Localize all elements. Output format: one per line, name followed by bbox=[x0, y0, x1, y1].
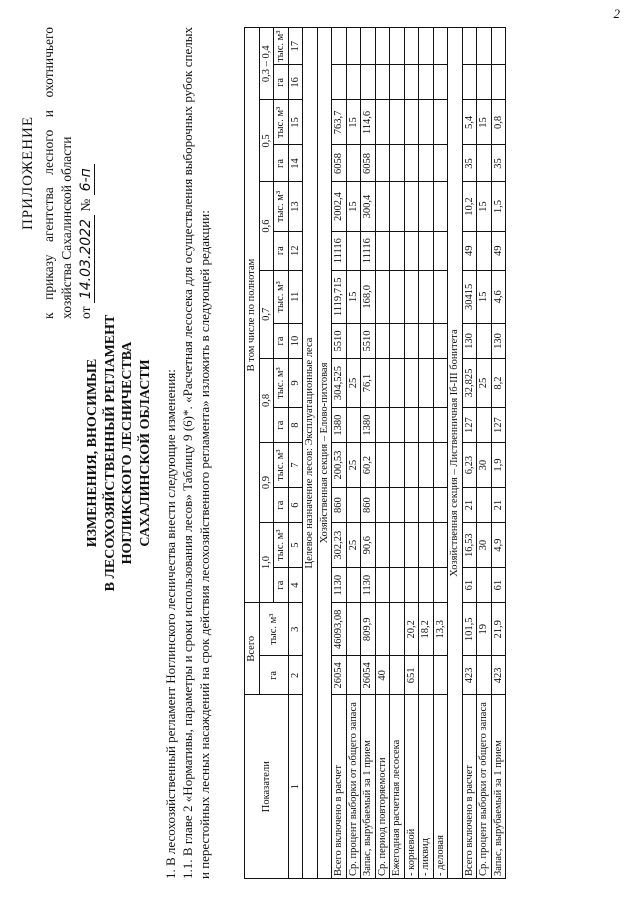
table-cell: 15 bbox=[477, 181, 492, 230]
table-cell bbox=[390, 522, 405, 567]
table-cell bbox=[346, 567, 361, 602]
table-cell: 11116 bbox=[332, 231, 347, 270]
column-number: 5 bbox=[288, 522, 303, 567]
table-cell: 90,6 bbox=[361, 522, 376, 567]
table-cell: 4,6 bbox=[491, 270, 506, 323]
table-cell bbox=[433, 358, 448, 407]
table-cell bbox=[375, 567, 390, 602]
header-unit-thous-m3: тыс. м³ bbox=[274, 270, 289, 323]
table-cell: 114,6 bbox=[361, 99, 376, 144]
header-total-ha: га bbox=[259, 655, 288, 694]
header-by-density: В том числе по полнотам bbox=[245, 27, 260, 602]
table-cell: 26054 bbox=[332, 655, 347, 694]
header-density: 0,7 bbox=[259, 270, 274, 358]
table-cell bbox=[419, 655, 434, 694]
table-cell bbox=[375, 27, 390, 64]
row-label: Всего включено в расчет bbox=[462, 694, 477, 878]
table-cell: 763,7 bbox=[332, 99, 347, 144]
table-cell bbox=[419, 358, 434, 407]
header-unit-ha: га bbox=[274, 145, 289, 182]
table-cell: 127 bbox=[462, 407, 477, 442]
table-cell: 423 bbox=[462, 655, 477, 694]
table-cell bbox=[346, 602, 361, 655]
forest-purpose-row bbox=[303, 27, 318, 878]
table-cell: 860 bbox=[361, 487, 376, 522]
table-cell: 15 bbox=[477, 99, 492, 144]
table-cell bbox=[404, 270, 419, 323]
table-cell bbox=[404, 99, 419, 144]
header-density: 0,9 bbox=[259, 442, 274, 522]
table-cell: 10,2 bbox=[462, 181, 477, 230]
table-cell: 30 bbox=[477, 442, 492, 487]
paragraph-1: 1. В лесохозяйственный регламент Ноглинского лесничества внести следующие изменения: bbox=[163, 368, 178, 879]
table-cell: 5,4 bbox=[462, 99, 477, 144]
table-cell: 1119,715 bbox=[332, 270, 347, 323]
table-cell: 6,23 bbox=[462, 442, 477, 487]
table-cell bbox=[404, 442, 419, 487]
table-cell bbox=[332, 27, 347, 64]
table-cell: 302,23 bbox=[332, 522, 347, 567]
table-cell: 76,1 bbox=[361, 358, 376, 407]
table-cell bbox=[404, 323, 419, 358]
table-cell bbox=[361, 27, 376, 64]
table-cell bbox=[419, 64, 434, 99]
table-cell bbox=[433, 27, 448, 64]
table-cell bbox=[433, 145, 448, 182]
paragraph-1-1: 1.1. В главе 2 «Нормативы, параметры и сроки использования лесов» Таблицу 9 (6)*. «Расчетная лесосека для осуществления выборочных рубок спелых и перестойных лесных насаждений на срок действия лесохозяйственного регламента» изложить в следующей редакции: bbox=[180, 26, 213, 879]
document-title bbox=[84, 13, 154, 893]
column-number: 8 bbox=[288, 407, 303, 442]
column-number: 12 bbox=[288, 231, 303, 270]
table-cell: 30415 bbox=[462, 270, 477, 323]
table-cell: 49 bbox=[462, 231, 477, 270]
header-density: 0,8 bbox=[259, 358, 274, 442]
table-cell bbox=[462, 27, 477, 64]
section-title: Хозяйственная секция – Елово-пихтовая bbox=[317, 27, 332, 878]
header-unit-thous-m3: тыс. м³ bbox=[274, 522, 289, 567]
table-cell: 25 bbox=[346, 442, 361, 487]
table-cell: 423 bbox=[491, 655, 506, 694]
handwritten-number: 6-п bbox=[78, 164, 95, 195]
table-cell bbox=[390, 323, 405, 358]
table-cell: 1130 bbox=[332, 567, 347, 602]
column-number: 10 bbox=[288, 323, 303, 358]
row-label: Запас, вырубаемый за 1 прием bbox=[491, 694, 506, 878]
appendix-heading: ПРИЛОЖЕНИЕ bbox=[20, 115, 36, 230]
header-unit-thous-m3: тыс. м³ bbox=[274, 99, 289, 144]
table-cell bbox=[375, 442, 390, 487]
table-cell: 1380 bbox=[361, 407, 376, 442]
table-cell bbox=[346, 655, 361, 694]
table-cell bbox=[477, 64, 492, 99]
table-cell: 15 bbox=[477, 270, 492, 323]
table-cell: 809,9 bbox=[361, 602, 376, 655]
table-cell bbox=[433, 522, 448, 567]
table-body bbox=[288, 27, 506, 878]
column-number: 15 bbox=[288, 99, 303, 144]
header-density: 0,3 – 0,4 bbox=[259, 27, 274, 99]
column-number: 16 bbox=[288, 64, 303, 99]
row-label: Ср. процент выборки от общего запаса bbox=[477, 694, 492, 878]
table-cell: 19 bbox=[477, 602, 492, 655]
table-cell: 35 bbox=[462, 145, 477, 182]
table-cell bbox=[419, 407, 434, 442]
table-cell: 200,53 bbox=[332, 442, 347, 487]
header-density: 0,5 bbox=[259, 99, 274, 181]
header-total: Всего bbox=[245, 602, 260, 694]
table-cell: 860 bbox=[332, 487, 347, 522]
table-cell bbox=[375, 231, 390, 270]
table-cell bbox=[404, 231, 419, 270]
table-cell: 61 bbox=[491, 567, 506, 602]
table-cell bbox=[375, 358, 390, 407]
row-label: Всего включено в расчет bbox=[332, 694, 347, 878]
table-cell bbox=[433, 442, 448, 487]
table-cell bbox=[390, 407, 405, 442]
table-cell bbox=[433, 64, 448, 99]
table-cell bbox=[477, 145, 492, 182]
table-cell bbox=[419, 27, 434, 64]
table-cell bbox=[375, 602, 390, 655]
table-cell bbox=[433, 323, 448, 358]
table-cell bbox=[375, 522, 390, 567]
table-cell: 15 bbox=[346, 270, 361, 323]
table-cell bbox=[477, 567, 492, 602]
header-unit-ha: га bbox=[274, 487, 289, 522]
table-row bbox=[419, 27, 434, 878]
table-cell bbox=[390, 145, 405, 182]
column-number: 3 bbox=[288, 602, 303, 655]
table-cell bbox=[390, 487, 405, 522]
table-cell: 26054 bbox=[361, 655, 376, 694]
table-cell: 8,2 bbox=[491, 358, 506, 407]
allowable-cut-table bbox=[244, 27, 506, 879]
table-cell: 60,2 bbox=[361, 442, 376, 487]
column-number: 1 bbox=[288, 694, 303, 878]
table-row bbox=[477, 27, 492, 878]
table-cell bbox=[433, 567, 448, 602]
number-prefix: № bbox=[77, 198, 93, 212]
table-cell: 32,825 bbox=[462, 358, 477, 407]
table-cell: 11116 bbox=[361, 231, 376, 270]
table-cell bbox=[477, 323, 492, 358]
table-cell bbox=[375, 99, 390, 144]
table-cell bbox=[390, 270, 405, 323]
row-label: Ср. процент выборки от общего запаса bbox=[346, 694, 361, 878]
table-row bbox=[404, 27, 419, 878]
table-cell: 25 bbox=[477, 358, 492, 407]
table-row bbox=[433, 27, 448, 878]
table-cell bbox=[404, 522, 419, 567]
table-cell bbox=[419, 522, 434, 567]
table-row bbox=[491, 27, 506, 878]
table-cell: 30 bbox=[477, 522, 492, 567]
table-cell: 168,0 bbox=[361, 270, 376, 323]
table-cell: 130 bbox=[491, 323, 506, 358]
title-line-1: ИЗМЕНЕНИЯ, ВНОСИМЫЕ bbox=[85, 358, 100, 547]
header-indicators: Показатели bbox=[245, 694, 289, 878]
column-number-row bbox=[288, 27, 303, 878]
page-number: 2 bbox=[613, 6, 620, 21]
table-cell bbox=[390, 567, 405, 602]
document-body bbox=[12, 13, 622, 893]
table-cell bbox=[390, 231, 405, 270]
table-cell bbox=[491, 64, 506, 99]
table-cell bbox=[404, 145, 419, 182]
header-unit-ha: га bbox=[274, 407, 289, 442]
table-cell: 20,2 bbox=[404, 602, 419, 655]
table-cell: 0,8 bbox=[491, 99, 506, 144]
table-cell bbox=[419, 231, 434, 270]
row-label: Ср. период повторяемости bbox=[375, 694, 390, 878]
table-cell bbox=[491, 27, 506, 64]
column-number: 9 bbox=[288, 358, 303, 407]
table-cell bbox=[404, 567, 419, 602]
header-unit-ha: га bbox=[274, 231, 289, 270]
table-cell bbox=[375, 323, 390, 358]
header-unit-thous-m3: тыс. м³ bbox=[274, 442, 289, 487]
table-row bbox=[462, 27, 477, 878]
table-cell bbox=[433, 270, 448, 323]
table-cell: 25 bbox=[346, 358, 361, 407]
table-cell: 15 bbox=[346, 181, 361, 230]
table-cell bbox=[390, 64, 405, 99]
rotated-page bbox=[12, 13, 622, 893]
table-cell: 6058 bbox=[361, 145, 376, 182]
table-cell bbox=[346, 231, 361, 270]
column-number: 4 bbox=[288, 567, 303, 602]
table-cell bbox=[477, 487, 492, 522]
table-cell bbox=[477, 231, 492, 270]
header-total-thous-m3: тыс. м³ bbox=[259, 602, 288, 655]
table-cell bbox=[433, 407, 448, 442]
table-row bbox=[346, 27, 361, 878]
column-number: 13 bbox=[288, 181, 303, 230]
table-cell: 61 bbox=[462, 567, 477, 602]
table-cell bbox=[390, 602, 405, 655]
date-prefix: от bbox=[77, 306, 93, 319]
table-cell bbox=[419, 323, 434, 358]
table-cell bbox=[404, 64, 419, 99]
table-cell: 1380 bbox=[332, 407, 347, 442]
table-cell bbox=[375, 270, 390, 323]
table-cell: 13,3 bbox=[433, 602, 448, 655]
header-unit-ha: га bbox=[274, 567, 289, 602]
table-cell bbox=[375, 487, 390, 522]
header-unit-thous-m3: тыс. м³ bbox=[274, 358, 289, 407]
table-row bbox=[361, 27, 376, 878]
header-unit-ha: га bbox=[274, 64, 289, 99]
table-cell: 15 bbox=[346, 99, 361, 144]
table-cell bbox=[404, 358, 419, 407]
table-cell: 21 bbox=[491, 487, 506, 522]
row-label: - деловая bbox=[433, 694, 448, 878]
table-cell bbox=[462, 64, 477, 99]
column-number: 6 bbox=[288, 487, 303, 522]
table-cell bbox=[419, 181, 434, 230]
row-label: - ликвид bbox=[419, 694, 434, 878]
table-cell bbox=[433, 655, 448, 694]
table-cell bbox=[390, 99, 405, 144]
table-cell bbox=[419, 270, 434, 323]
table-cell bbox=[477, 27, 492, 64]
table-cell: 25 bbox=[346, 522, 361, 567]
table-cell: 16,53 bbox=[462, 522, 477, 567]
title-line-4: САХАЛИНСКОЙ ОБЛАСТИ bbox=[137, 358, 153, 547]
table-cell: 300,4 bbox=[361, 181, 376, 230]
table-cell: 46093,08 bbox=[332, 602, 347, 655]
table-cell bbox=[433, 99, 448, 144]
table-cell bbox=[404, 487, 419, 522]
table-cell: 101,5 bbox=[462, 602, 477, 655]
column-number: 14 bbox=[288, 145, 303, 182]
table-cell bbox=[433, 181, 448, 230]
table-cell: 18,2 bbox=[419, 602, 434, 655]
title-line-2: В ЛЕСОХОЗЯЙСТВЕННЫЙ РЕГЛАМЕНТ bbox=[102, 314, 118, 591]
section-title-row bbox=[448, 27, 463, 878]
table-cell bbox=[390, 655, 405, 694]
header-unit-thous-m3: тыс. м³ bbox=[274, 181, 289, 230]
table-cell bbox=[375, 64, 390, 99]
table-cell: 1130 bbox=[361, 567, 376, 602]
table-cell bbox=[346, 27, 361, 64]
column-number: 17 bbox=[288, 27, 303, 64]
table-cell: 5510 bbox=[332, 323, 347, 358]
header-unit-thous-m3: тыс. м³ bbox=[274, 27, 289, 64]
table-cell bbox=[419, 442, 434, 487]
forest-purpose: Целевое назначение лесов: Эксплуатационные леса bbox=[303, 27, 318, 878]
table-cell bbox=[346, 323, 361, 358]
table-cell: 4,9 bbox=[491, 522, 506, 567]
table-row bbox=[375, 27, 390, 878]
table-cell: 1,9 bbox=[491, 442, 506, 487]
handwritten-date: 14.03.2022 bbox=[78, 214, 95, 302]
table-cell: 35 bbox=[491, 145, 506, 182]
table-row bbox=[390, 27, 405, 878]
row-label: Запас, вырубаемый за 1 прием bbox=[361, 694, 376, 878]
header-unit-ha: га bbox=[274, 323, 289, 358]
table-cell: 127 bbox=[491, 407, 506, 442]
table-cell bbox=[404, 27, 419, 64]
table-cell bbox=[375, 181, 390, 230]
table-cell: 2002,4 bbox=[332, 181, 347, 230]
table-cell bbox=[477, 655, 492, 694]
table-cell: 49 bbox=[491, 231, 506, 270]
table-cell: 21,9 bbox=[491, 602, 506, 655]
header-density: 0,6 bbox=[259, 181, 274, 269]
table-cell bbox=[404, 181, 419, 230]
row-label: Ежегодная расчетная лесосека bbox=[390, 694, 405, 878]
appendix-order-text: к приказу агентства лесного и охотничьего хозяйства Сахалинской области bbox=[41, 26, 75, 319]
table-cell bbox=[419, 145, 434, 182]
table-row bbox=[332, 27, 347, 878]
table-cell bbox=[361, 64, 376, 99]
table-cell bbox=[433, 231, 448, 270]
table-cell bbox=[390, 442, 405, 487]
table-cell: 21 bbox=[462, 487, 477, 522]
table-cell bbox=[346, 407, 361, 442]
title-line-3: НОГЛИКСКОГО ЛЕСНИЧЕСТВА bbox=[120, 341, 135, 564]
section-title: Хозяйственная секция – Лиственничная Iб-III бонитета bbox=[448, 27, 463, 878]
column-number: 7 bbox=[288, 442, 303, 487]
table-cell: 304,525 bbox=[332, 358, 347, 407]
table-cell: 6058 bbox=[332, 145, 347, 182]
table-cell bbox=[477, 407, 492, 442]
table-cell bbox=[346, 145, 361, 182]
table-cell: 40 bbox=[375, 655, 390, 694]
column-number: 11 bbox=[288, 270, 303, 323]
table-cell bbox=[419, 567, 434, 602]
table-cell bbox=[375, 407, 390, 442]
table-cell bbox=[390, 27, 405, 64]
table-cell: 651 bbox=[404, 655, 419, 694]
table-cell bbox=[375, 145, 390, 182]
table-cell: 130 bbox=[462, 323, 477, 358]
table-cell bbox=[419, 99, 434, 144]
header-density: 1,0 bbox=[259, 522, 274, 602]
table-cell bbox=[390, 181, 405, 230]
table-cell: 5510 bbox=[361, 323, 376, 358]
table-cell bbox=[346, 64, 361, 99]
table-cell bbox=[346, 487, 361, 522]
row-label: - корневой bbox=[404, 694, 419, 878]
table-cell bbox=[404, 407, 419, 442]
table-cell bbox=[419, 487, 434, 522]
table-cell: 1,5 bbox=[491, 181, 506, 230]
table-cell bbox=[433, 487, 448, 522]
column-number: 2 bbox=[288, 655, 303, 694]
table-cell bbox=[390, 358, 405, 407]
section-title-row bbox=[317, 27, 332, 878]
table-cell bbox=[332, 64, 347, 99]
